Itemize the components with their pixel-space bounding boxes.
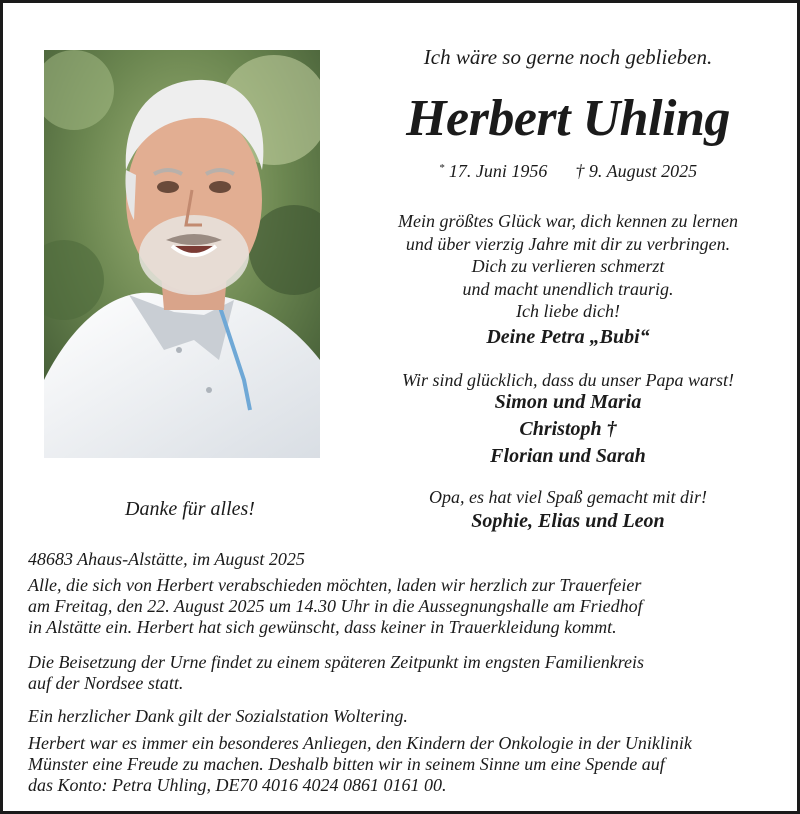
portrait-illustration <box>44 50 320 458</box>
death-symbol: † <box>575 161 585 181</box>
children-signatures <box>348 389 788 470</box>
verse-line: Mein größtes Glück war, dich kennen zu lernen <box>398 211 738 231</box>
verse-line: und über vierzig Jahre mit dir zu verbringen. <box>405 233 731 254</box>
paragraph-line: das Konto: Petra Uhling, DE70 4016 4024 0861 0161 00. <box>28 775 447 795</box>
portrait-photo <box>44 50 320 458</box>
paragraph-line: Herbert war es immer ein besonderes Anliegen, den Kindern der Onkologie in der Uniklinik <box>28 733 692 753</box>
wife-signature: Deine Petra „Bubi“ <box>486 326 650 348</box>
verse-line: Dich zu verlieren schmerzt <box>471 256 665 276</box>
paragraph-line: am Freitag, den 22. August 2025 um 14.30 Uhr in die Aussegnungshalle am Friedhof <box>28 596 643 616</box>
thanks-paragraph: Ein herzlicher Dank gilt der Sozialstation Woltering. <box>28 706 408 726</box>
verse-line: Ich liebe dich! <box>516 301 620 321</box>
verse-line: und macht unendlich traurig. <box>462 278 674 299</box>
birth-date: * 17. Juni 1956 <box>438 161 548 181</box>
grandchildren-signature: Sophie, Elias und Leon <box>471 510 665 532</box>
child-name: Simon und Maria <box>494 391 642 413</box>
deceased-name: Herbert Uhling <box>406 90 730 147</box>
urn-paragraph <box>28 652 768 694</box>
grandchildren-line: Opa, es hat viel Spaß gemacht mit dir! <box>429 487 707 507</box>
child-name: Florian und Sarah <box>490 445 646 467</box>
thanks-caption: Danke für alles! <box>125 498 255 520</box>
death-date: † 9. August 2025 <box>575 161 698 181</box>
place-date: 48683 Ahaus-Alstätte, im August 2025 <box>28 549 305 569</box>
paragraph-line: Alle, die sich von Herbert verabschieden möchten, laden wir herzlich zur Trauerfeier <box>28 575 642 595</box>
child-name: Christoph † <box>519 418 617 440</box>
motto: Ich wäre so gerne noch geblieben. <box>423 45 713 69</box>
donation-paragraph <box>28 733 788 796</box>
verse <box>348 210 788 323</box>
funeral-paragraph <box>28 575 768 638</box>
life-dates <box>348 161 788 182</box>
children-line: Wir sind glücklich, dass du unser Papa warst! <box>402 370 734 390</box>
birth-symbol: * <box>438 162 445 174</box>
paragraph-line: Münster eine Freude zu machen. Deshalb bitten wir in seinem Sinne um eine Spende auf <box>28 754 665 774</box>
paragraph-line: Die Beisetzung der Urne findet zu einem späteren Zeitpunkt im engsten Familienkreis <box>28 652 645 672</box>
paragraph-line: auf der Nordsee statt. <box>28 673 184 693</box>
paragraph-line: in Alstätte ein. Herbert hat sich gewünscht, dass keiner in Trauerkleidung kommt. <box>28 617 617 637</box>
